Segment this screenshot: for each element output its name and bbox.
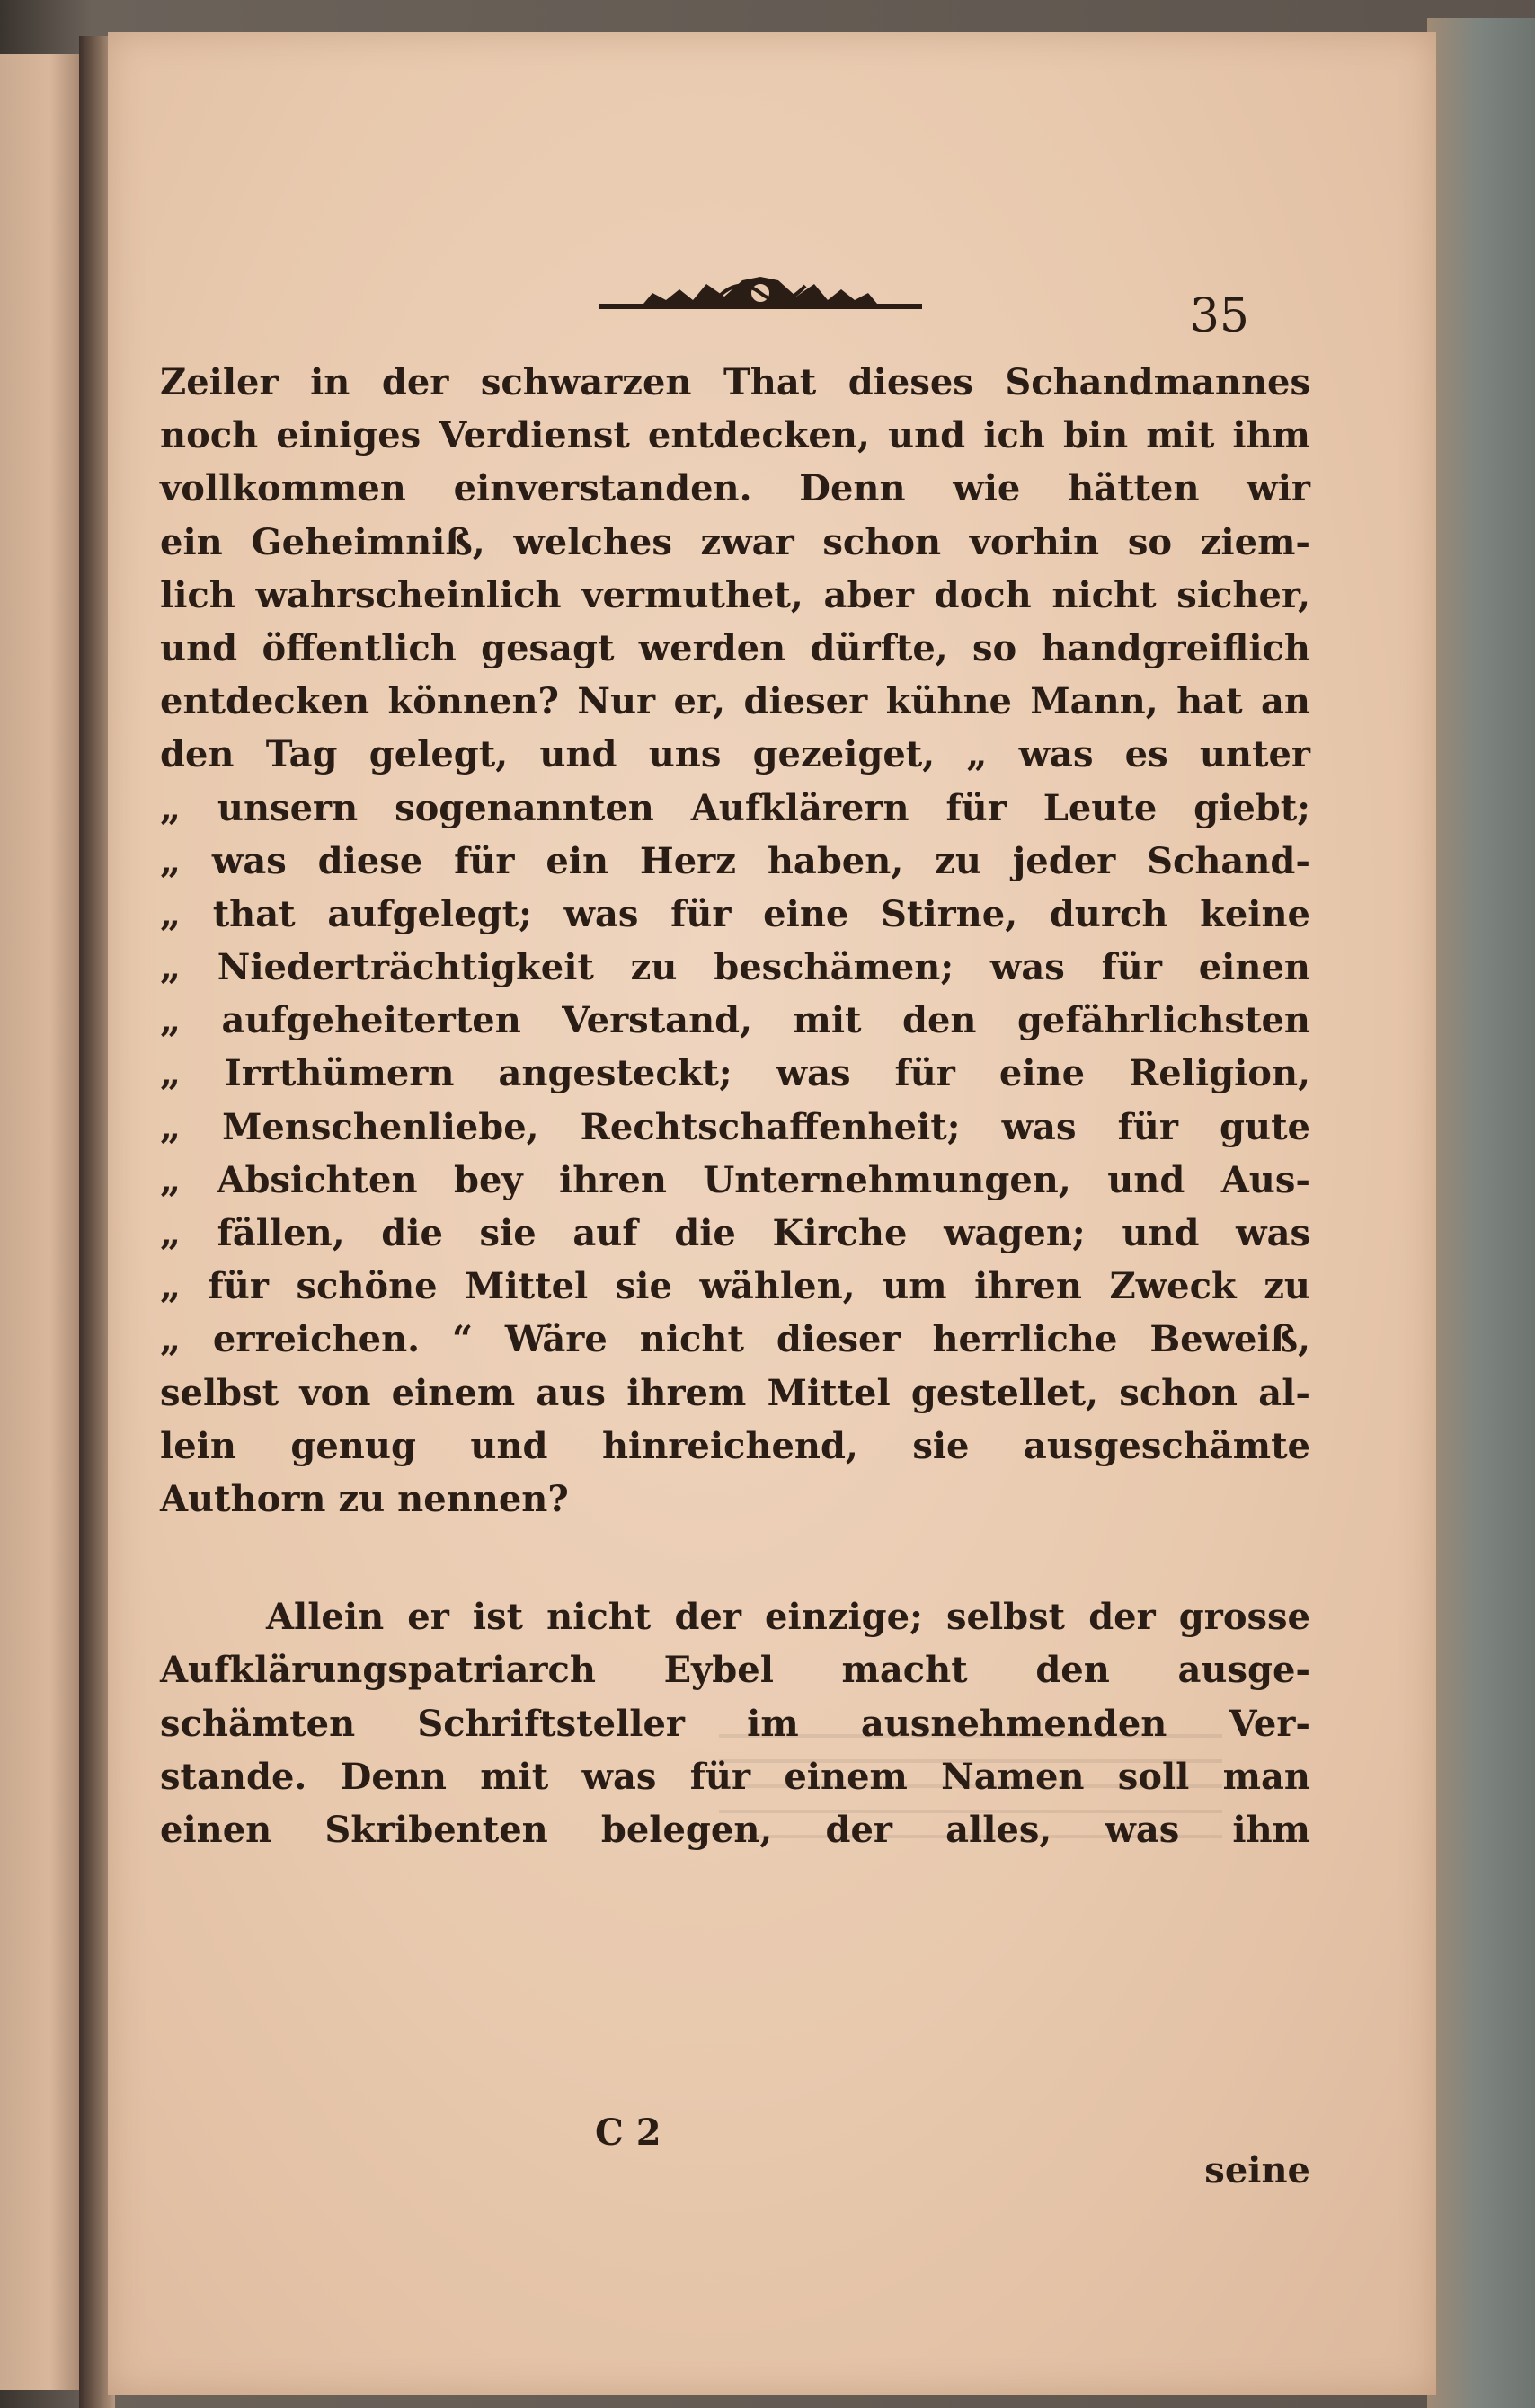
text-line: und öffentlich gesagt werden dürfte, so handgreiflich	[160, 626, 1310, 669]
text-line: entdecken können? Nur er, dieser kühne Mann, hat an	[160, 680, 1310, 723]
text-line: „ für schöne Mittel sie wählen, um ihren Zweck zu	[160, 1265, 1310, 1308]
text-line: „ fällen, die sie auf die Kirche wagen; und was	[160, 1212, 1310, 1254]
text-line: „ Menschenliebe, Rechtschaffenheit; was für gute	[160, 1105, 1310, 1148]
text-line: Aufklärungspatriarch Eybel macht den ausge-	[160, 1649, 1310, 1692]
book-page	[108, 32, 1436, 2395]
left-page-edge	[0, 54, 83, 2390]
text-line: einen Skribenten belegen, der alles, was ihm	[160, 1808, 1310, 1851]
text-line: „ erreichen. “ Wäre nicht dieser herrliche Beweiß,	[160, 1318, 1310, 1361]
text-line: ein Geheimniß, welches zwar schon vorhin so ziem-	[160, 520, 1310, 563]
text-line: stande. Denn mit was für einem Namen soll man	[160, 1755, 1310, 1798]
text-line: vollkommen einverstanden. Denn wie hätten wir	[160, 467, 1310, 510]
text-line: „ was diese für ein Herz haben, zu jeder Schand-	[160, 839, 1310, 882]
text-line: „ Irrthümern angesteckt; was für eine Religion,	[160, 1052, 1310, 1095]
text-line: „ unsern sogenannten Aufklärern für Leute giebt;	[160, 786, 1310, 829]
text-line: lein genug und hinreichend, sie ausgeschämte	[160, 1424, 1310, 1467]
text-line: lich wahrscheinlich vermuthet, aber doch nicht sicher,	[160, 573, 1310, 616]
printers-ornament-icon	[581, 257, 940, 320]
text-line: „ Niederträchtigkeit zu beschämen; was für einen	[160, 946, 1310, 989]
catchword: seine	[1204, 2149, 1310, 2191]
text-line: schämten Schriftsteller im ausnehmenden Ver-	[160, 1702, 1310, 1745]
page-text	[160, 356, 1310, 1856]
book-cover-edge	[1427, 18, 1535, 2408]
text-line: noch einiges Verdienst entdecken, und ich bin mit ihm	[160, 414, 1310, 457]
text-line: den Tag gelegt, und uns gezeiget, „ was es unter	[160, 733, 1310, 776]
text-line: „ aufgeheiterten Verstand, mit den gefährlichsten	[160, 999, 1310, 1042]
text-line: selbst von einem aus ihrem Mittel gestellet, schon al-	[160, 1371, 1310, 1414]
paragraph-gap	[160, 1526, 1310, 1590]
signature-mark: C 2	[595, 2111, 661, 2154]
show-through-text	[719, 1731, 1222, 1838]
text-line: Zeiler in der schwarzen That dieses Schandmannes	[160, 361, 1310, 403]
text-line: „ Absichten bey ihren Unternehmungen, und Aus-	[160, 1158, 1310, 1201]
text-line: „ that aufgelegt; was für eine Stirne, durch keine	[160, 892, 1310, 935]
page-number: 35	[1189, 289, 1249, 343]
text-line: Authorn zu nennen?	[160, 1477, 569, 1520]
text-line: Allein er ist nicht der einzige; selbst der grosse	[266, 1596, 1310, 1639]
